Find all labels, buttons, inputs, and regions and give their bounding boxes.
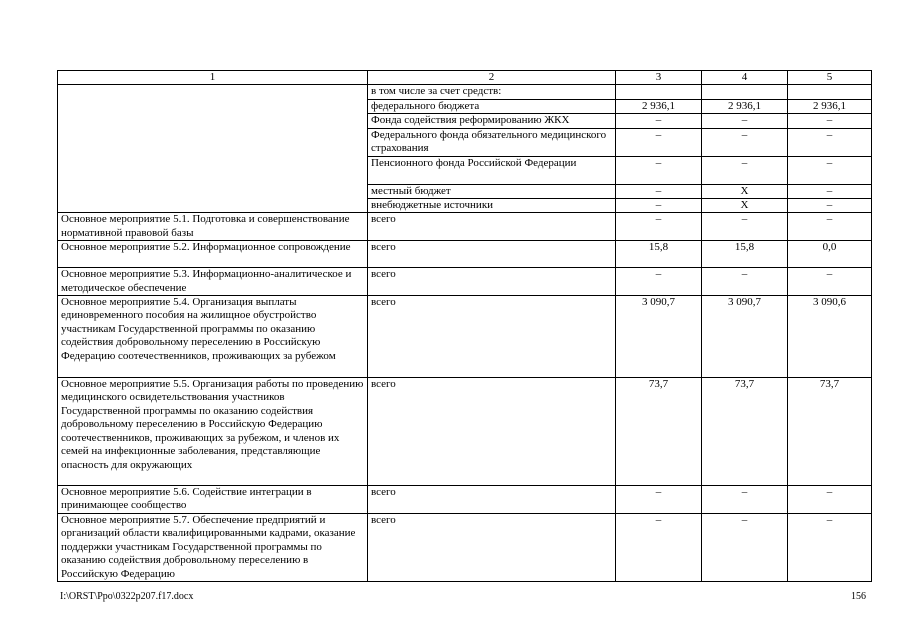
- source-label-cell: местный бюджет: [368, 184, 616, 198]
- source-label-cell: Федерального фонда обязательного медицинского страхования: [368, 128, 616, 156]
- value-cell-col3: –: [616, 268, 702, 296]
- value-cell-col3: –: [616, 114, 702, 128]
- value-cell-col3: [616, 85, 702, 99]
- measure-name-cell: Основное мероприятие 5.2. Информационное сопровождение: [58, 241, 368, 268]
- value-cell-col4: –: [702, 213, 788, 241]
- measure-row: [58, 241, 872, 268]
- value-cell-col5: 3 090,6: [788, 296, 872, 378]
- value-cell-col5: –: [788, 513, 872, 581]
- measure-name-cell: Основное мероприятие 5.6. Содействие интеграции в принимающее сообщество: [58, 486, 368, 514]
- empty-name-cell: [58, 85, 368, 213]
- value-cell-col3: –: [616, 486, 702, 514]
- measure-total-label-cell: всего: [368, 241, 616, 268]
- value-cell-col3: –: [616, 513, 702, 581]
- measure-total-label-cell: всего: [368, 296, 616, 378]
- value-cell-col3: 15,8: [616, 241, 702, 268]
- value-cell-col5: [788, 85, 872, 99]
- value-cell-col4: –: [702, 486, 788, 514]
- value-cell-col5: –: [788, 156, 872, 184]
- value-cell-col5: 73,7: [788, 378, 872, 486]
- value-cell-col4: 73,7: [702, 378, 788, 486]
- measure-total-label-cell: всего: [368, 486, 616, 514]
- budget-table: [57, 70, 872, 582]
- value-cell-col4: –: [702, 156, 788, 184]
- value-cell-col3: 73,7: [616, 378, 702, 486]
- measure-row: [58, 486, 872, 514]
- value-cell-col4: –: [702, 268, 788, 296]
- source-label-cell: внебюджетные источники: [368, 199, 616, 213]
- value-cell-col4: [702, 85, 788, 99]
- value-cell-col5: –: [788, 486, 872, 514]
- measure-row: [58, 378, 872, 486]
- value-cell-col5: –: [788, 268, 872, 296]
- source-label-cell: Фонда содействия реформированию ЖКХ: [368, 114, 616, 128]
- header-cell-5: 5: [788, 71, 872, 85]
- value-cell-col4: –: [702, 513, 788, 581]
- source-label-cell: в том числе за счет средств:: [368, 85, 616, 99]
- value-cell-col4: 3 090,7: [702, 296, 788, 378]
- value-cell-col3: 2 936,1: [616, 99, 702, 113]
- source-label-cell: федерального бюджета: [368, 99, 616, 113]
- measure-name-cell: Основное мероприятие 5.3. Информационно-аналитическое и методическое обеспечение: [58, 268, 368, 296]
- value-cell-col4: 15,8: [702, 241, 788, 268]
- value-cell-col3: –: [616, 213, 702, 241]
- value-cell-col4: 2 936,1: [702, 99, 788, 113]
- measure-row: [58, 213, 872, 241]
- value-cell-col5: –: [788, 213, 872, 241]
- measure-total-label-cell: всего: [368, 513, 616, 581]
- page-number: 156: [851, 591, 866, 602]
- value-cell-col4: –: [702, 128, 788, 156]
- funding-source-row: [58, 85, 872, 99]
- measure-row: [58, 296, 872, 378]
- value-cell-col5: –: [788, 128, 872, 156]
- source-label-cell: Пенсионного фонда Российской Федерации: [368, 156, 616, 184]
- measure-total-label-cell: всего: [368, 213, 616, 241]
- measure-name-cell: Основное мероприятие 5.7. Обеспечение предприятий и организаций области квалифицированными кадрами, оказание поддержки участникам Государственной программы по оказанию содействия добровольному переселению в Российскую Федерацию: [58, 513, 368, 581]
- footer-file-path: I:\ORST\Ppo\0322p207.f17.docx: [60, 591, 194, 602]
- header-cell-1: 1: [58, 71, 368, 85]
- value-cell-col3: 3 090,7: [616, 296, 702, 378]
- measure-total-label-cell: всего: [368, 268, 616, 296]
- value-cell-col5: 2 936,1: [788, 99, 872, 113]
- value-cell-col3: –: [616, 199, 702, 213]
- value-cell-col4: Х: [702, 184, 788, 198]
- value-cell-col3: –: [616, 156, 702, 184]
- header-cell-4: 4: [702, 71, 788, 85]
- value-cell-col5: –: [788, 114, 872, 128]
- header-cell-3: 3: [616, 71, 702, 85]
- measure-name-cell: Основное мероприятие 5.1. Подготовка и совершенствование нормативной правовой базы: [58, 213, 368, 241]
- measure-row: [58, 513, 872, 581]
- value-cell-col4: –: [702, 114, 788, 128]
- value-cell-col3: –: [616, 128, 702, 156]
- value-cell-col5: –: [788, 184, 872, 198]
- value-cell-col4: Х: [702, 199, 788, 213]
- header-row: [58, 71, 872, 85]
- measure-row: [58, 268, 872, 296]
- value-cell-col5: 0,0: [788, 241, 872, 268]
- measure-name-cell: Основное мероприятие 5.5. Организация работы по проведению медицинского освидетельствования участников Государственной программы по оказанию содействия добровольному переселению в Российскую Федерацию соотечественников, проживающих за рубежом, и членов их семей на инфекционные заболевания, представляющие опасность для окружающих: [58, 378, 368, 486]
- measure-name-cell: Основное мероприятие 5.4. Организация выплаты единовременного пособия на жилищное обустройство участникам Государственной программы по оказанию содействия добровольному переселению в Российскую Федерацию соотечественников, проживающих за рубежом: [58, 296, 368, 378]
- value-cell-col5: –: [788, 199, 872, 213]
- measure-total-label-cell: всего: [368, 378, 616, 486]
- header-cell-2: 2: [368, 71, 616, 85]
- value-cell-col3: –: [616, 184, 702, 198]
